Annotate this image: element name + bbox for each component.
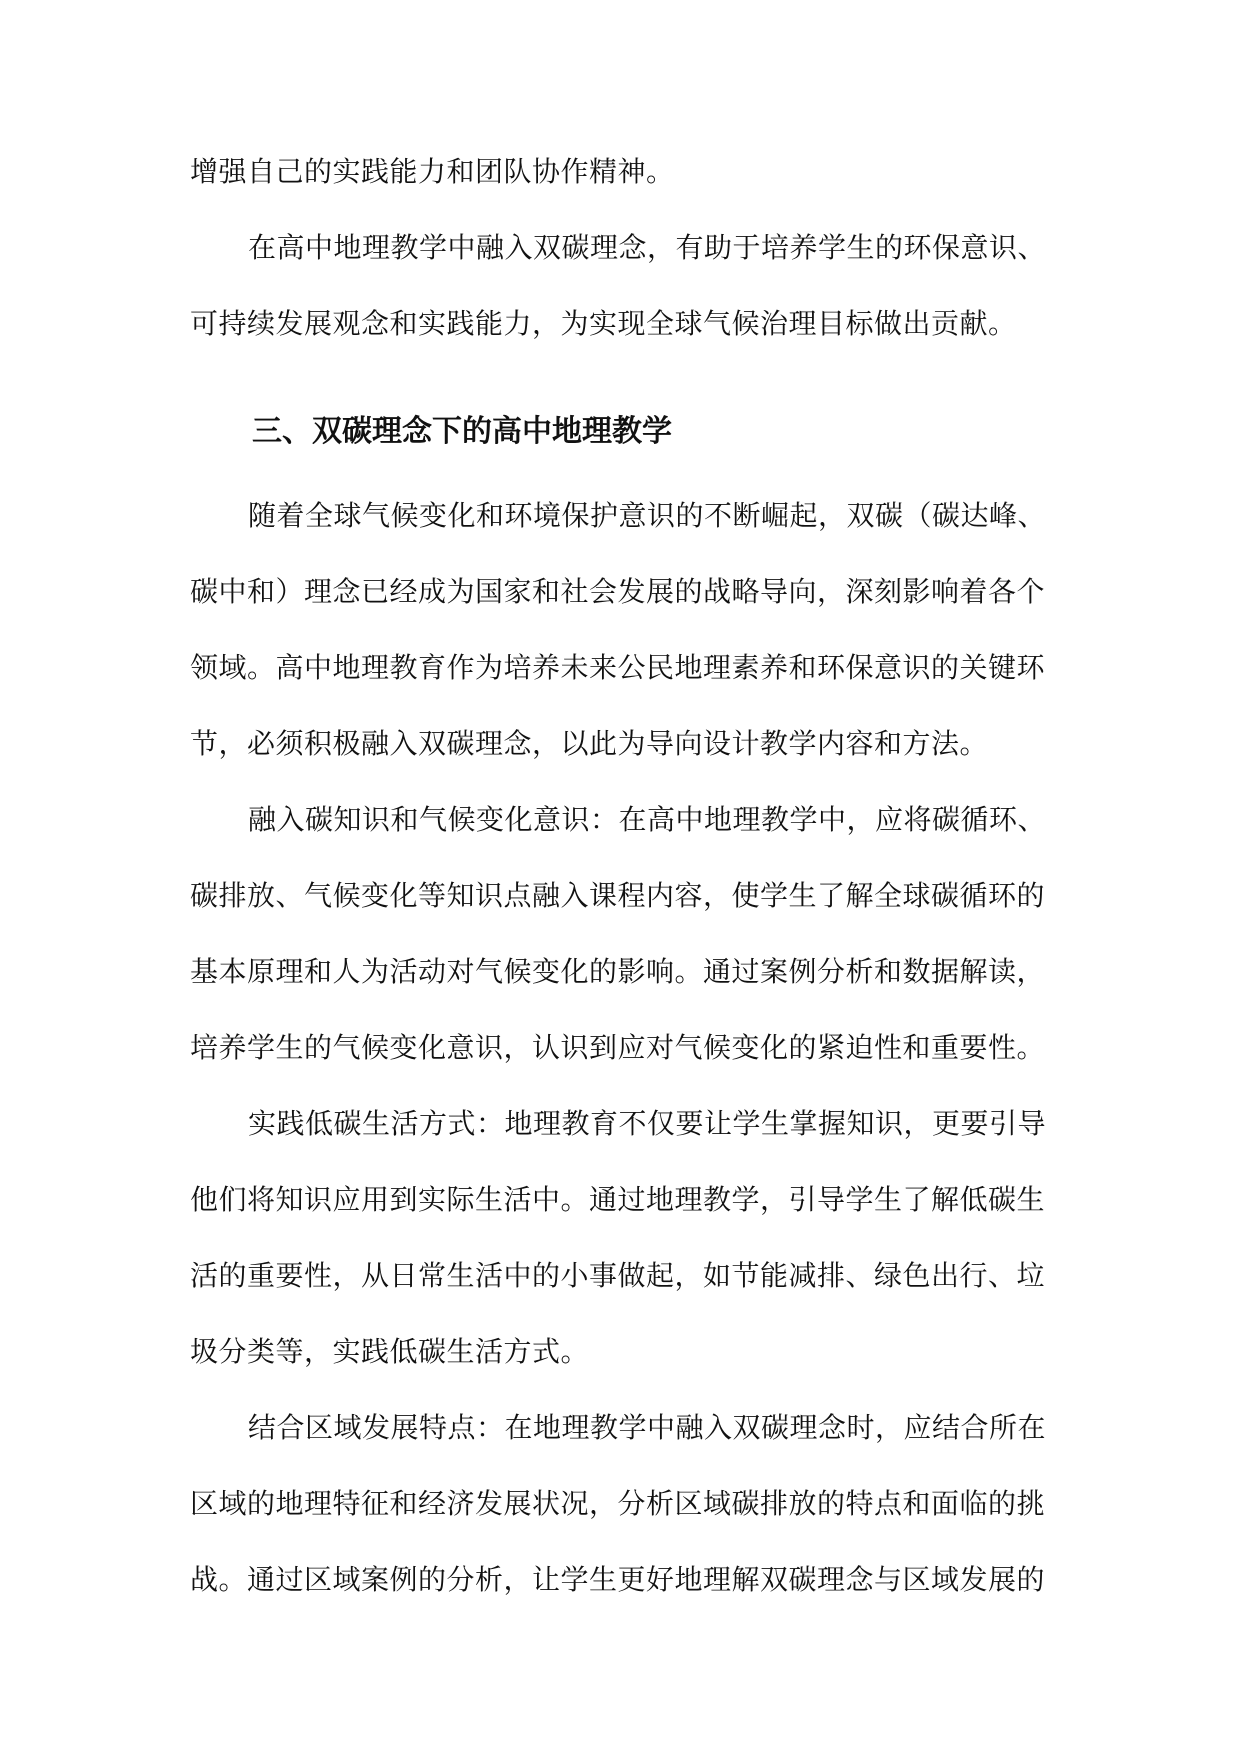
section-heading: 三、双碳理念下的高中地理教学 (252, 414, 672, 449)
text-line: 基本原理和人为活动对气候变化的影响。通过案例分析和数据解读， (190, 955, 1046, 988)
text-line: 碳排放、气候变化等知识点融入课程内容，使学生了解全球碳循环的 (190, 879, 1046, 912)
text-line: 碳中和）理念已经成为国家和社会发展的战略导向，深刻影响着各个 (190, 575, 1046, 608)
text-line: 他们将知识应用到实际生活中。通过地理教学，引导学生了解低碳生 (190, 1183, 1046, 1216)
text-line: 战。通过区域案例的分析，让学生更好地理解双碳理念与区域发展的 (190, 1563, 1046, 1596)
text-line: 实践低碳生活方式：地理教育不仅要让学生掌握知识，更要引导 (248, 1107, 1047, 1140)
text-line: 融入碳知识和气候变化意识：在高中地理教学中，应将碳循环、 (248, 803, 1047, 836)
text-line: 活的重要性，从日常生活中的小事做起，如节能减排、绿色出行、垃 (190, 1259, 1046, 1292)
text-line: 培养学生的气候变化意识，认识到应对气候变化的紧迫性和重要性。 (190, 1031, 1046, 1064)
text-line: 节，必须积极融入双碳理念，以此为导向设计教学内容和方法。 (190, 727, 989, 760)
text-line: 随着全球气候变化和环境保护意识的不断崛起，双碳（碳达峰、 (248, 499, 1047, 532)
text-line: 在高中地理教学中融入双碳理念，有助于培养学生的环保意识、 (248, 231, 1047, 264)
text-line: 圾分类等，实践低碳生活方式。 (190, 1335, 590, 1368)
text-line: 可持续发展观念和实践能力，为实现全球气候治理目标做出贡献。 (190, 307, 1017, 340)
text-line: 增强自己的实践能力和团队协作精神。 (190, 155, 675, 188)
text-line: 领域。高中地理教育作为培养未来公民地理素养和环保意识的关键环 (190, 651, 1046, 684)
text-line: 区域的地理特征和经济发展状况，分析区域碳排放的特点和面临的挑 (190, 1487, 1046, 1520)
text-line: 结合区域发展特点：在地理教学中融入双碳理念时，应结合所在 (248, 1411, 1047, 1444)
